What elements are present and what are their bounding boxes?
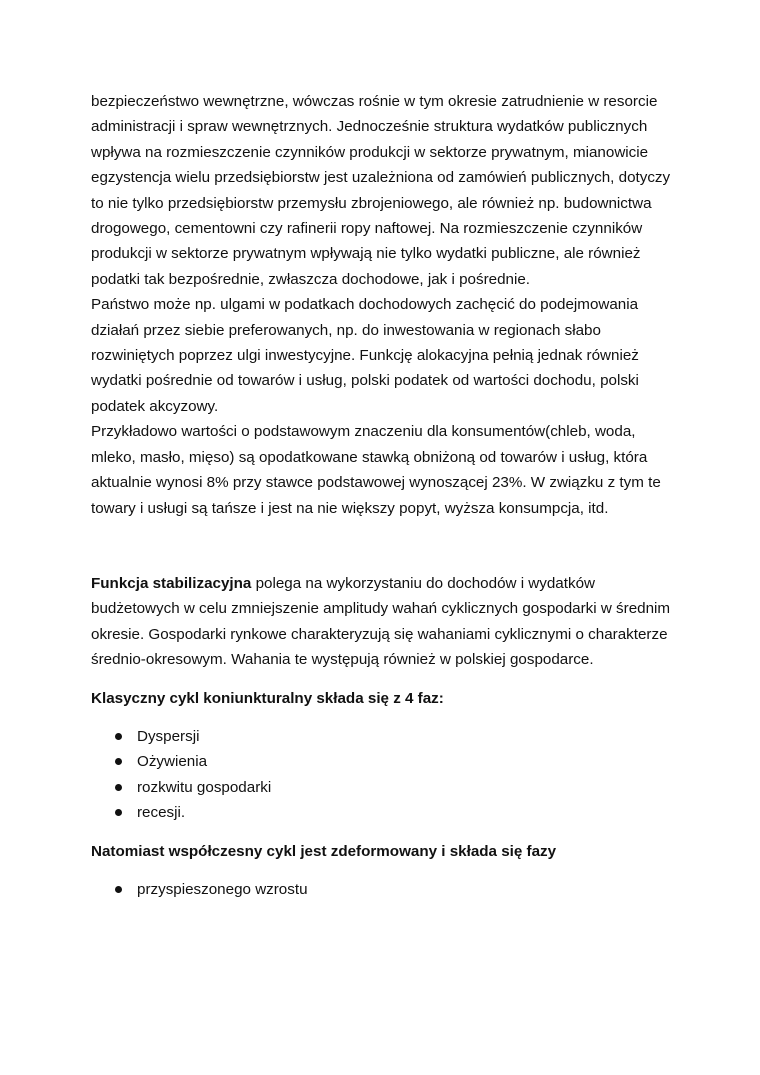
- list-item: [91, 800, 681, 825]
- list-item-label: przyspieszonego wzrostu: [137, 880, 308, 898]
- list-item-label: Ożywienia: [137, 753, 208, 771]
- spacer: [91, 711, 681, 724]
- modern-cycle-heading: Natomiast współczesny cykl jest zdeformowany i składa się fazy: [91, 842, 557, 860]
- spacer: [91, 826, 681, 839]
- list-item: [91, 877, 681, 902]
- classic-cycle-heading: Klasyczny cykl koniunkturalny składa się z 4 faz:: [91, 689, 444, 707]
- stabilization-term: Funkcja stabilizacyjna: [91, 574, 252, 592]
- list-item-label: recesji.: [137, 804, 186, 822]
- list-item-label: Dyspersji: [137, 727, 200, 745]
- list-item: [91, 724, 681, 749]
- bullet-icon: [115, 733, 122, 740]
- stabilization-text: polega na wykorzystaniu do dochodów i wydatków budżetowych w celu zmniejszenie amplitudy wahań cyklicznych gospodarki w średnim okresie. Gospodarki rynkowe charakteryzują się wahaniami cyklicznymi o charakterze średnio-okresowym. Wahania te występują również w polskiej gospodarce.: [91, 574, 671, 669]
- paragraph-allocation-2: Państwo może np. ulgami w podatkach dochodowych zachęcić do podejmowania działań przez siebie preferowanych, np. do inwestowania w regionach słabo rozwiniętych poprzez ulgi inwestycyjne. Funkcję alokacyjna pełnią jednak również wydatki pośrednie od towarów i usług, polski podatek od wartości dochodu, polski podatek akcyzowy.: [91, 296, 639, 415]
- spacer: [91, 864, 681, 877]
- modern-cycle-list: [91, 877, 681, 902]
- list-item: [91, 775, 681, 800]
- list-item: [91, 749, 681, 774]
- paragraph-stabilization: [91, 571, 681, 673]
- paragraph-allocation-3: Przykładowo wartości o podstawowym znaczeniu dla konsumentów(chleb, woda, mleko, masło, mięso) są opodatkowane stawką obniżoną od towarów i usług, która aktualnie wynosi 8% przy stawce podstawowej wynoszącej 23%. W związku z tym te towary i usługi są tańsze i jest na nie większy popyt, wyższa konsumpcja, itd.: [91, 423, 661, 517]
- bullet-icon: [115, 784, 122, 791]
- bullet-icon: [115, 758, 122, 765]
- bullet-icon: [115, 809, 122, 816]
- bullet-icon: [115, 886, 122, 893]
- paragraph-allocation-1: bezpieczeństwo wewnętrzne, wówczas rośnie w tym okresie zatrudnienie w resorcie administracji i spraw wewnętrznych. Jednocześnie struktura wydatków publicznych wpływa na rozmieszczenie czynników produkcji w sektorze prywatnym, mianowicie egzystencja wielu przedsiębiorstw jest uzależniona od zamówień publicznych, dotyczy to nie tylko przedsiębiorstw przemysłu zbrojeniowego, ale również np. budownictwa drogowego, cementowni czy rafinerii ropy naftowej. Na rozmieszczenie czynników produkcji w sektorze prywatnym wpływają nie tylko wydatki publiczne, ale również podatki tak bezpośrednie, zwłaszcza dochodowe, jak i pośrednie.: [91, 93, 671, 288]
- list-item-label: rozkwitu gospodarki: [137, 778, 272, 796]
- spacer: [91, 521, 681, 571]
- document-page: [91, 89, 681, 902]
- classic-cycle-list: [91, 724, 681, 826]
- spacer: [91, 673, 681, 686]
